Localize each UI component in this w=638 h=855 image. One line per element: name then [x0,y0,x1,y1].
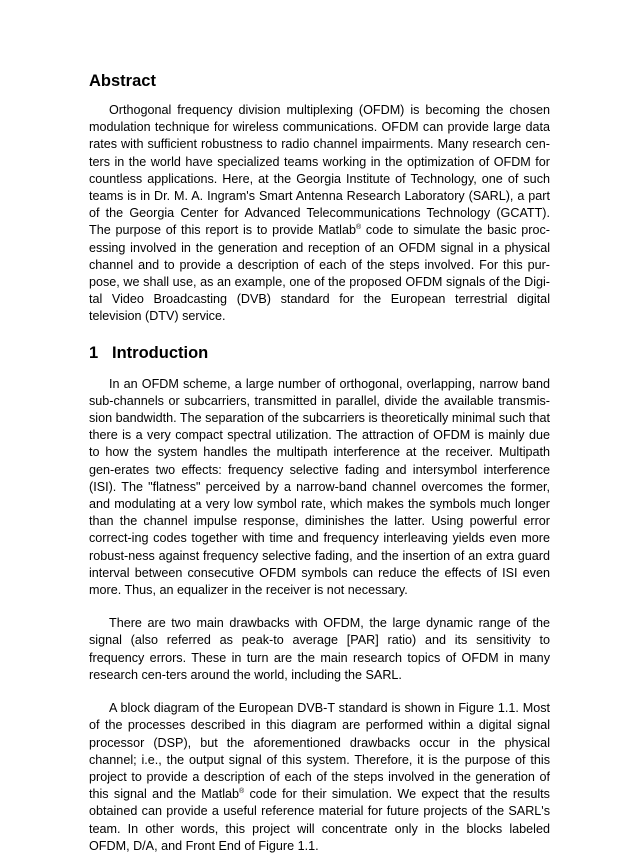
abstract-text-part-1: Orthogonal frequency division multiplexing (OFDM) is becoming the chosen modulation technique for wireless communications. OFDM can provide large data rates with sufficient robustness to radio channel impairments. Many research cen-ters in the world have specialized teams working in the optimization of OFDM for countless applications. Here, at the Georgia Institute of Technology, one of such teams is in Dr. M. A. Ingram's Smart Antenna Research Laboratory (SARL), a part of the Georgia Center for Advanced Telecommunications Technology (GCATT). The purpose of this report is to provide Matlab [89,103,550,238]
introduction-heading [89,342,550,364]
section-number: 1 [89,343,99,362]
intro-text-part-2: code for their simulation. We expect that the results obtained can provide a useful reference material for future projects of the SARL's team. In other words, this project will concentrate only in the blocks labeled OFDM, D/A, and Front End of Figure 1.1. [89,787,550,853]
introduction-paragraph-2: There are two main drawbacks with OFDM, the large dynamic range of the signal (also referred as peak-to average [PAR] ratio) and its sensitivity to frequency errors. These in turn are the main research topics of OFDM in many research cen-ters around the world, including the SARL. [89,616,550,682]
introduction-paragraph-1: In an OFDM scheme, a large number of orthogonal, overlapping, narrow band sub-channels or subcarriers, transmitted in parallel, divide the available transmis-sion bandwidth. The separation of the subcarriers is theoretically minimal such that there is a very compact spectral utilization. The attraction of OFDM is mainly due to how the system handles the multipath interference at the receiver. Multipath gen-erates two effects: frequency selective fading and intersymbol interference (ISI). The "flatness" perceived by a narrow-band channel overcomes the former, and modulating at a very low symbol rate, which makes the symbols much longer than the channel impulse response, diminishes the latter. Using powerful error correct-ing codes together with time and frequency interleaving yields even more robust-ness against frequency selective fading, and the insertion of an extra guard interval between consecutive OFDM symbols can reduce the effects of ISI even more. Thus, an equalizer in the receiver is not necessary. [89,376,550,598]
abstract-paragraph [89,102,550,326]
abstract-heading: Abstract [89,72,156,90]
section-title: Introduction [112,343,209,362]
introduction-paragraph-3 [89,700,550,855]
registered-mark: ® [239,788,245,796]
intro-text-part-1: A block diagram of the European DVB-T standard is shown in Figure 1.1. Most of the processes described in this diagram are performed within a digital signal processor (DSP), but the aforementioned drawbacks occur in the physical channel; i.e., the output signal of this system. Therefore, it is the purpose of this project to provide a description of each of the steps involved in the generation of this signal and the Matlab [89,701,550,802]
abstract-text-part-2: code to simulate the basic proc-essing involved in the generation and reception of an OFDM signal in a physical channel and to provide a description of each of the steps involved. For this pur-pose, we shall use, as an example, one of the proposed OFDM signals of the Digi-tal Video Broadcasting (DVB) standard for the European terrestrial digital television (DTV) service. [89,223,550,324]
page-content [89,70,550,855]
registered-mark: ® [355,224,362,232]
